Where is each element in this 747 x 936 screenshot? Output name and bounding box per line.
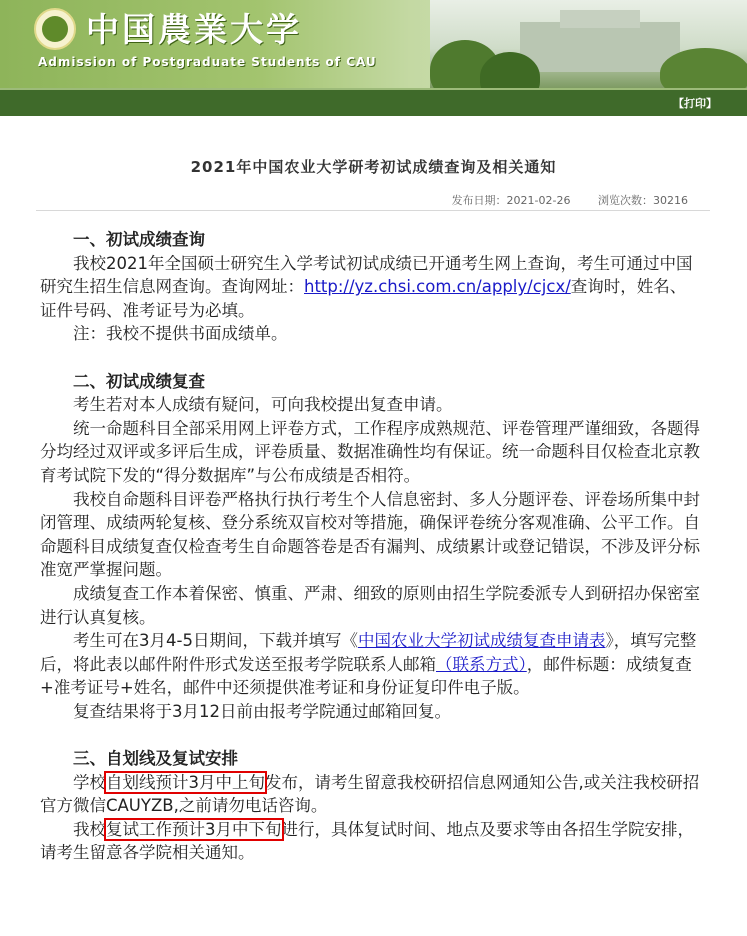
view-count: 浏览次数：30216	[598, 194, 688, 207]
score-query-link[interactable]: http://yz.chsi.com.cn/apply/cjcx/	[304, 277, 571, 297]
section-heading: 二、初试成绩复查	[73, 371, 205, 391]
paragraph: 考生可在3月4-5日期间，下载并填写《中国农业大学初试成绩复查申请表》，填写完整后，将此表以邮件附件形式发送至报考学院联系人邮箱（联系方式），邮件标题：成绩复查+准考证号+姓名，邮件中还须提供准考证和身份证复印件电子版。	[40, 631, 697, 698]
article-title: 2021年中国农业大学研考初试成绩查询及相关通知	[190, 158, 557, 176]
paragraph: 考生若对本人成绩有疑问，可向我校提出复查申请。	[73, 395, 453, 415]
highlight-box-retest: 复试工作预计3月中下旬	[106, 819, 282, 839]
paragraph: 我校2021年全国硕士研究生入学考试初试成绩已开通考生网上查询，考生可通过中国研究生招生信息网查询。查询网址：http://yz.chsi.com.cn/apply/cjcx/查询时，姓名、证件号码、准考证号为必填。	[40, 253, 693, 320]
paragraph: 学校自划线预计3月中上旬发布，请考生留意我校研招信息网通知公告,或关注我校研招官方微信CAUYZB,之前请勿电话咨询。	[40, 772, 700, 816]
article-meta	[0, 192, 688, 208]
section-heading: 三、自划线及复试安排	[73, 749, 238, 769]
header-banner	[0, 0, 747, 88]
highlight-box-cutoff: 自划线预计3月中上旬	[106, 772, 265, 792]
print-button[interactable]: 【打印】	[673, 97, 717, 110]
article-body	[40, 228, 700, 865]
campus-photo	[430, 0, 747, 88]
paragraph: 我校自命题科目评卷严格执行执行考生个人信息密封、多人分题评卷、评卷场所集中封闭管理、成绩两轮复核、登分系统双盲校对等措施，确保评卷统分客观准确、公平工作。自命题科目成绩复查仅检查考生自命题答卷是否有漏判、成绩累计或登记错误，不涉及评分标准宽严掌握问题。	[40, 489, 700, 580]
paragraph: 我校复试工作预计3月中下旬进行，具体复试时间、地点及要求等由各招生学院安排，请考生留意各学院相关通知。	[40, 819, 694, 863]
paragraph: 统一命题科目全部采用网上评卷方式，工作程序成熟规范、评卷管理严谨细致，各题得分均经过双评或多评后生成，评卷质量、数据准确性均有保证。统一命题科目仅检查北京教育考试院下发的“得分数据库”与公布成绩是否相符。	[40, 418, 700, 485]
site-title-en: Admission of Postgraduate Students of CAU	[38, 55, 377, 69]
paragraph: 成绩复查工作本着保密、慎重、严肃、细致的原则由招生学院委派专人到研招办保密室进行认真复核。	[40, 583, 700, 627]
review-form-link[interactable]: 中国农业大学初试成绩复查申请表	[357, 631, 606, 651]
note-paragraph: 注：我校不提供书面成绩单。	[73, 324, 288, 344]
toolbar	[0, 88, 747, 116]
divider	[36, 210, 710, 211]
paragraph: 复查结果将于3月12日前由报考学院通过邮箱回复。	[73, 701, 451, 721]
section-heading: 一、初试成绩查询	[73, 230, 205, 249]
university-logo	[34, 8, 76, 50]
contact-info-link[interactable]: （联系方式）	[436, 654, 527, 674]
publish-date: 发布日期：2021-02-26	[451, 194, 571, 207]
university-name-cn: 中国農業大学	[86, 10, 302, 49]
